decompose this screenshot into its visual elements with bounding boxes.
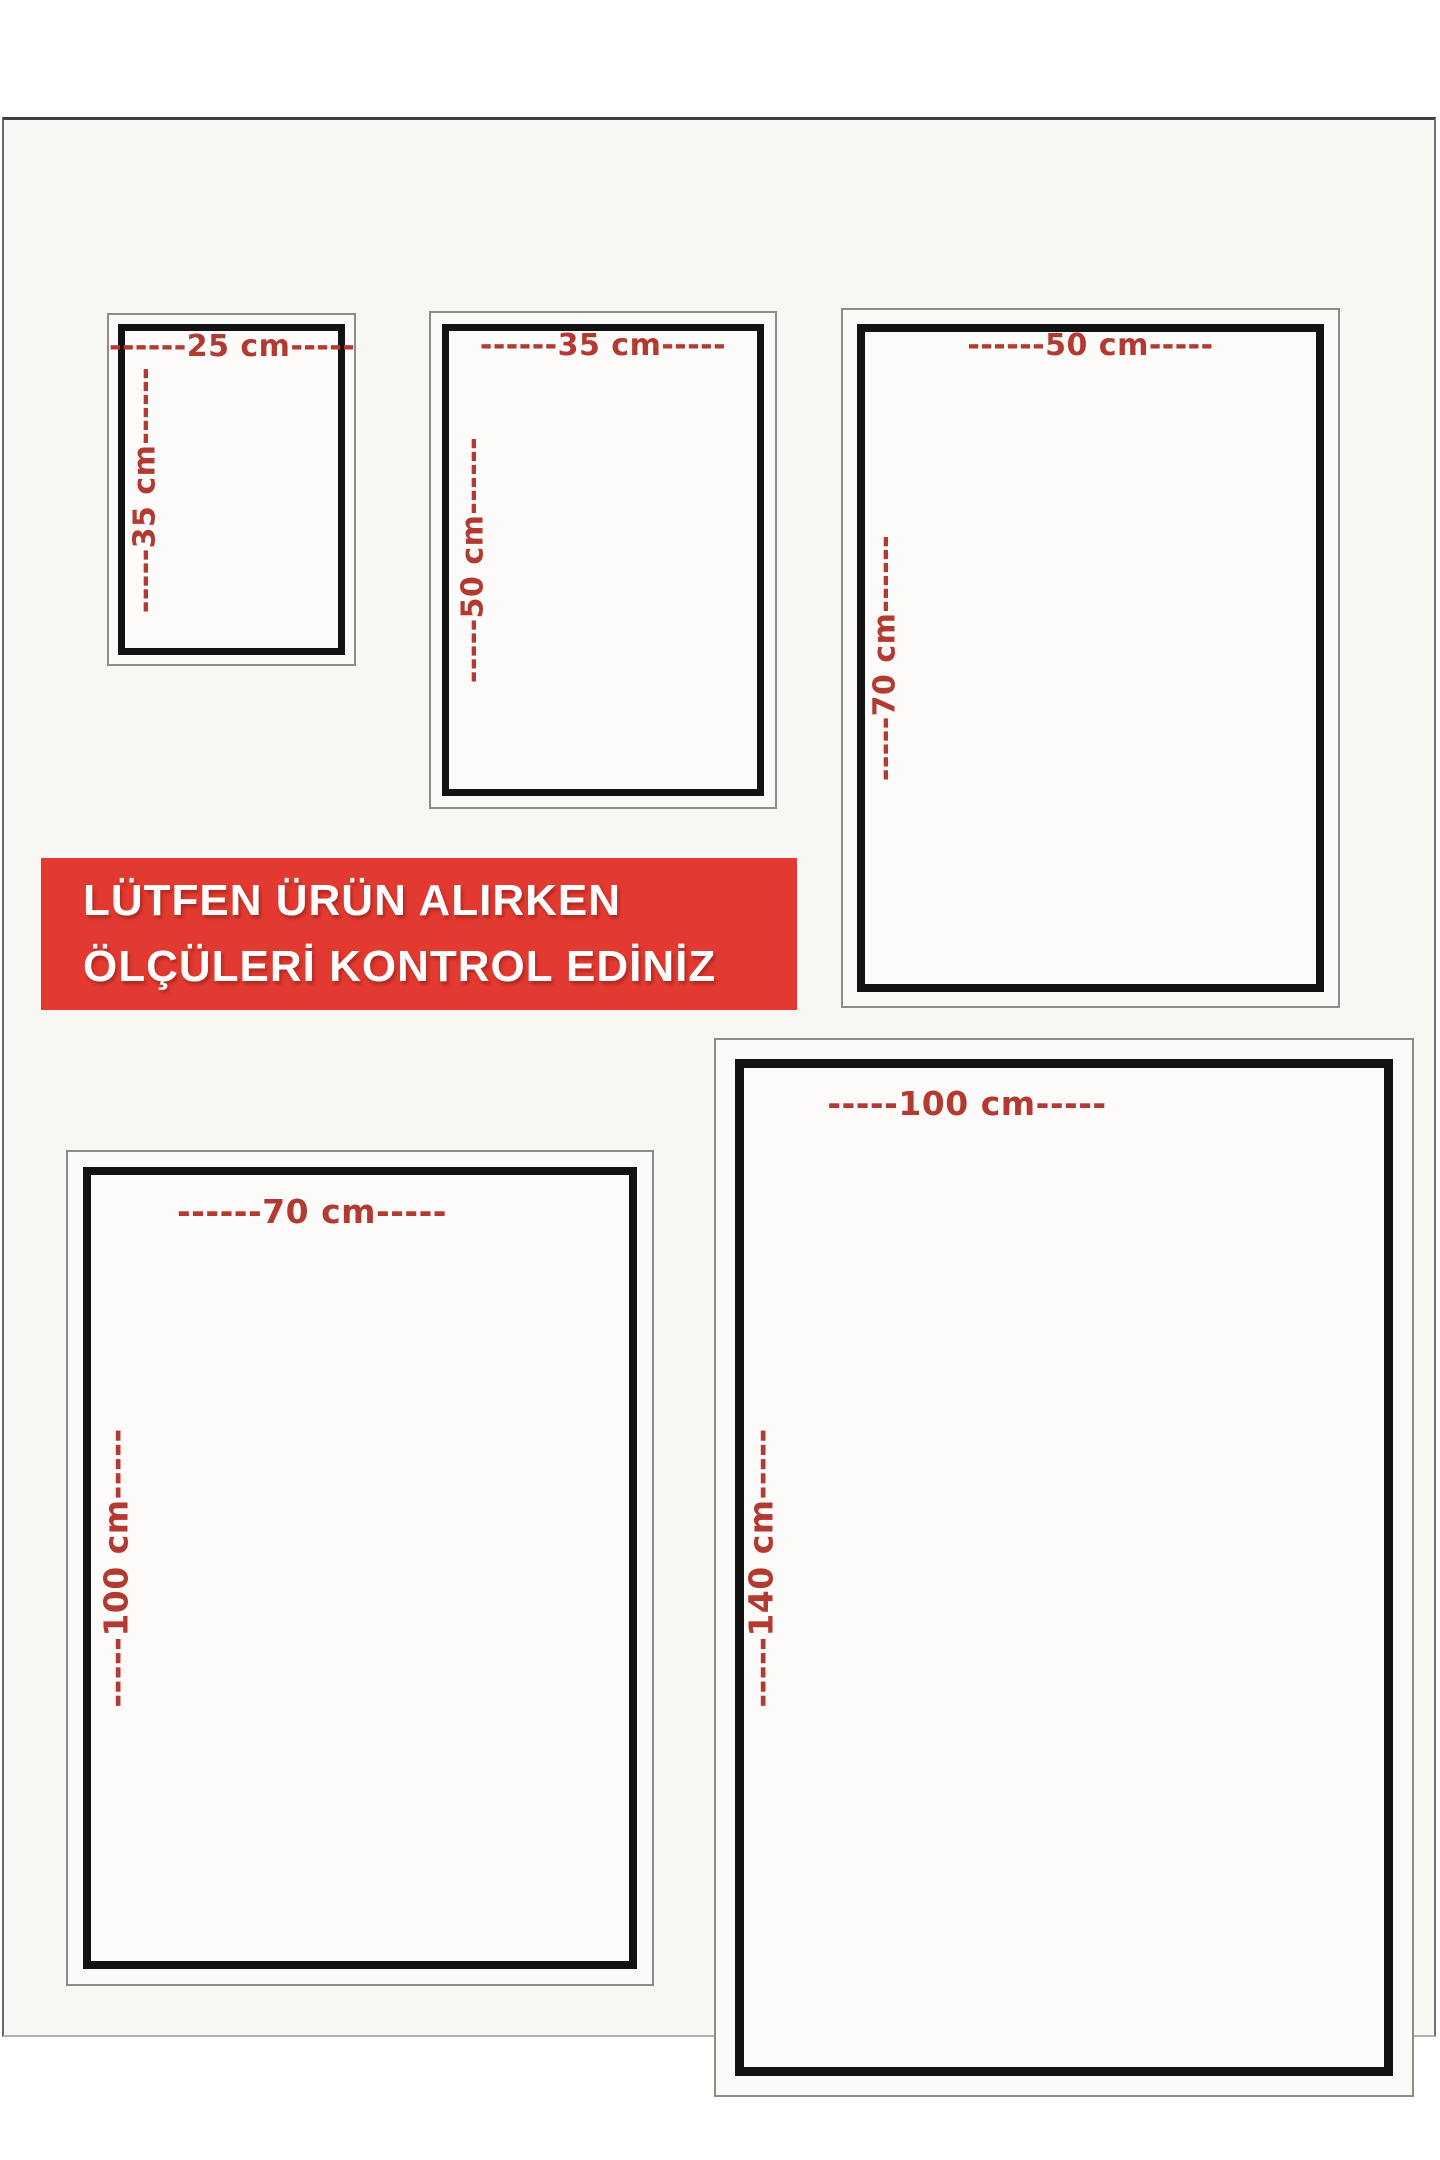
size-box-35x50 [429, 311, 777, 809]
width-dimension-label: -----100 cm----- [827, 1084, 1107, 1123]
height-dimension-label: -----100 cm----- [96, 1428, 136, 1708]
width-dimension-label: ------35 cm----- [479, 328, 727, 363]
width-dimension-label: ------70 cm----- [176, 1192, 448, 1231]
size-box-70x100 [66, 1150, 654, 1986]
size-guide-page [2, 117, 1436, 2037]
height-dimension-label: -----35 cm------ [127, 366, 163, 613]
notice-banner [41, 858, 797, 1010]
size-box-25x35 [107, 313, 356, 666]
size-box-100x140 [714, 1038, 1414, 2097]
size-box-50x70 [841, 308, 1340, 1008]
width-dimension-label: ------50 cm----- [967, 328, 1214, 363]
height-dimension-label: -----50 cm------ [455, 436, 491, 684]
notice-banner-line1: LÜTFEN ÜRÜN ALIRKEN [83, 876, 621, 925]
size-box-70x100-frame [83, 1167, 637, 1969]
height-dimension-label: -----70 cm------ [867, 534, 903, 782]
size-box-100x140-frame [735, 1059, 1393, 2076]
notice-banner-line2: ÖLÇÜLERİ KONTROL EDİNİZ [83, 942, 717, 991]
size-box-50x70-frame [857, 324, 1324, 992]
width-dimension-label: ------25 cm----- [109, 329, 356, 364]
height-dimension-label: -----140 cm----- [741, 1427, 781, 1708]
